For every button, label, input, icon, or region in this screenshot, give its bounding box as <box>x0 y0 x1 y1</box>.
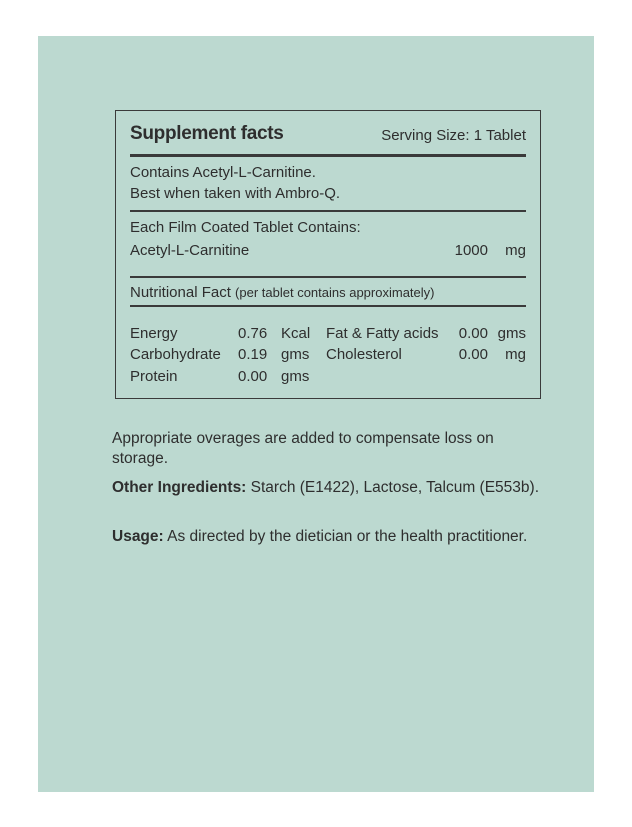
tablet-heading: Each Film Coated Tablet Contains: <box>130 219 361 236</box>
nutrient-unit: mg <box>505 346 526 363</box>
nutrient-value: 0.00 <box>458 346 488 363</box>
divider-2 <box>130 276 526 278</box>
serving-size: Serving Size: 1 Tablet <box>381 127 526 144</box>
divider-1 <box>130 210 526 212</box>
ingredients-text: Starch (E1422), Lactose, Talcum (E553b). <box>246 479 539 496</box>
nutrition-heading: Nutritional Fact <box>130 284 231 301</box>
ingredients-label: Other Ingredients: <box>112 479 247 496</box>
contains-line-1: Contains Acetyl-L-Carnitine. <box>130 164 316 181</box>
overages-note: Appropriate overages are added to compensate loss on storage. <box>112 430 494 467</box>
usage-label: Usage: <box>112 528 164 545</box>
facts-header <box>130 123 526 147</box>
facts-title: Supplement facts <box>130 123 284 144</box>
tablet-amount: 1000 <box>454 242 488 259</box>
contains-line-2: Best when taken with Ambro-Q. <box>130 185 341 202</box>
nutrient-value: 0.00 <box>238 368 268 385</box>
tablet-unit: mg <box>505 242 526 259</box>
nutrient-unit: gms <box>281 368 310 385</box>
nutrient-value: 0.76 <box>238 325 268 342</box>
nutrient-unit: Kcal <box>281 325 311 342</box>
divider-3 <box>130 305 526 307</box>
nutrient-value: 0.00 <box>458 325 488 342</box>
nutrient-unit: gms <box>497 325 526 342</box>
nutrient-name: Protein <box>130 368 178 385</box>
nutrition-heading-line <box>130 282 434 303</box>
nutrient-name: Carbohydrate <box>130 346 221 363</box>
label-panel <box>38 36 594 792</box>
other-ingredients <box>112 478 542 498</box>
nutrient-name: Cholesterol <box>326 346 402 363</box>
nutrient-name: Fat & Fatty acids <box>326 325 439 342</box>
nutrient-unit: gms <box>281 346 310 363</box>
tablet-ingredient: Acetyl-L-Carnitine <box>130 242 250 259</box>
usage-text: As directed by the dietician or the health practitioner. <box>163 528 528 545</box>
nutrient-value: 0.19 <box>238 346 268 363</box>
usage <box>112 527 542 547</box>
nutrition-note: (per tablet contains approximately) <box>235 285 435 300</box>
supplement-facts-box <box>115 110 541 399</box>
header-rule <box>130 154 526 157</box>
nutrient-name: Energy <box>130 325 178 342</box>
